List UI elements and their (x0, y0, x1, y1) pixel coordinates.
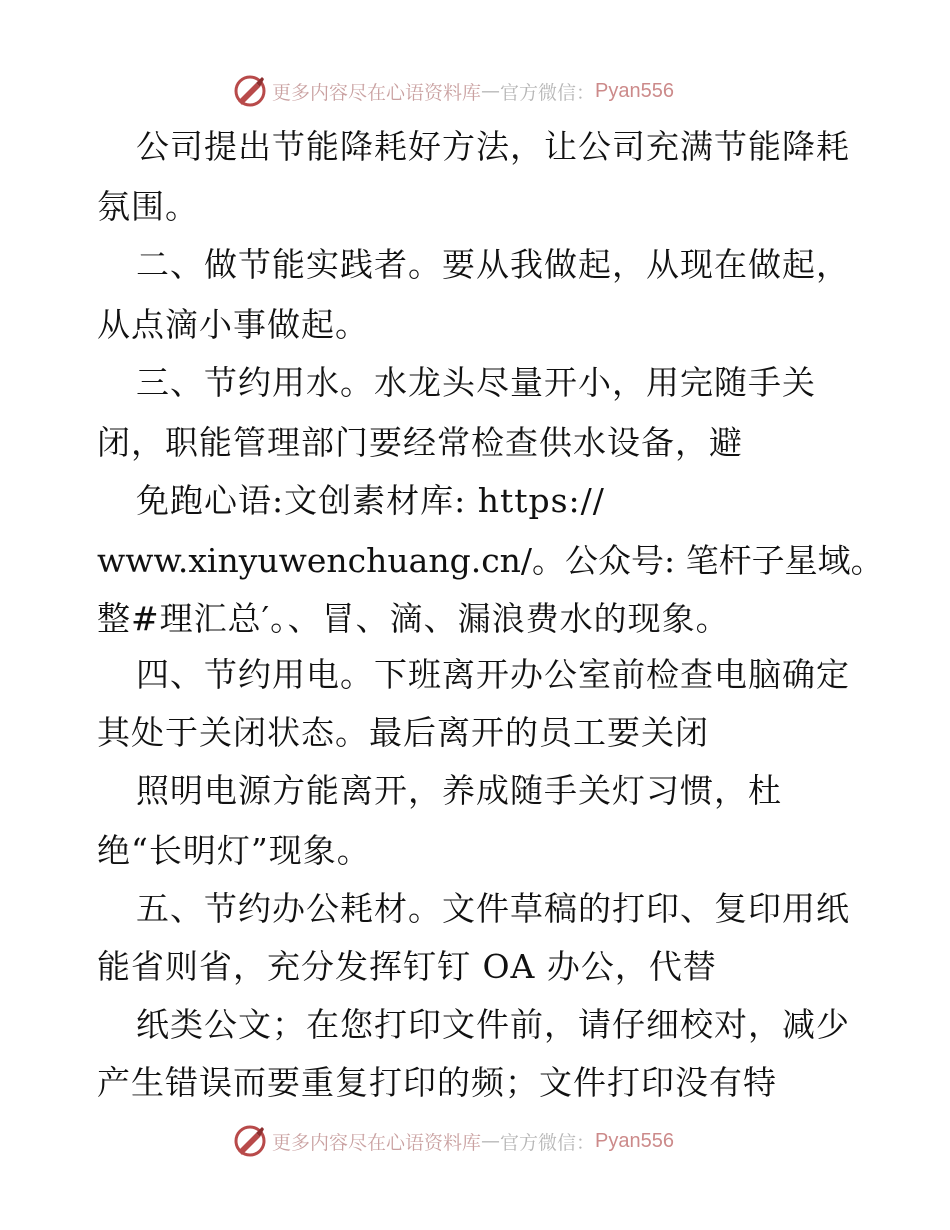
banner-slogan: 更多内容尽在心语资料库 (272, 81, 482, 104)
body-line: 能省则省，充分发挥钉钉 OA 办公，代替 (97, 947, 717, 986)
body-line: 五、节约办公耗材。文件草稿的打印、复印用纸 (136, 889, 850, 928)
body-line: 闭，职能管理部门要经常检查供水设备，避 (97, 423, 743, 462)
body-line: 四、节约用电。下班离开办公室前检查电脑确定 (136, 655, 850, 694)
body-line: www.xinyuwenchuang.cn/。公众号: 笔杆子星域。 (97, 541, 884, 580)
banner-separator: — (481, 1130, 501, 1152)
footer-watermark-banner (232, 1121, 674, 1161)
pen-logo-icon (232, 1123, 268, 1159)
wechat-label: 官方微信： (500, 81, 596, 104)
body-line: 整#理汇总′。、冒、滴、漏浪费水的现象。 (97, 599, 730, 638)
body-line: 纸类公文；在您打印文件前，请仔细校对，减少 (136, 1005, 850, 1044)
body-line: 绝“长明灯”现象。 (97, 831, 371, 870)
body-line: 三、节约用水。水龙头尽量开小，用完随手关 (136, 363, 816, 402)
body-line: 从点滴小事做起。 (97, 305, 369, 344)
header-watermark-banner (232, 71, 674, 111)
body-line: 产生错误而要重复打印的频；文件打印没有特 (97, 1063, 777, 1102)
body-line: 二、做节能实践者。要从我做起，从现在做起， (136, 245, 850, 284)
body-line: 其处于关闭状态。最后离开的员工要关闭 (97, 713, 709, 752)
banner-separator: — (481, 80, 501, 102)
pen-logo-icon (232, 73, 268, 109)
wechat-id: Pyan556 (595, 1129, 674, 1152)
body-line: 公司提出节能降耗好方法，让公司充满节能降耗 (136, 127, 850, 166)
wechat-id: Pyan556 (595, 79, 674, 102)
banner-slogan: 更多内容尽在心语资料库 (272, 1131, 482, 1154)
body-line: 免跑心语:文创素材库: https:// (136, 481, 605, 520)
body-line: 照明电源方能离开，养成随手关灯习惯，杜 (136, 771, 782, 810)
body-line: 氛围。 (97, 187, 199, 226)
wechat-label: 官方微信： (500, 1131, 596, 1154)
